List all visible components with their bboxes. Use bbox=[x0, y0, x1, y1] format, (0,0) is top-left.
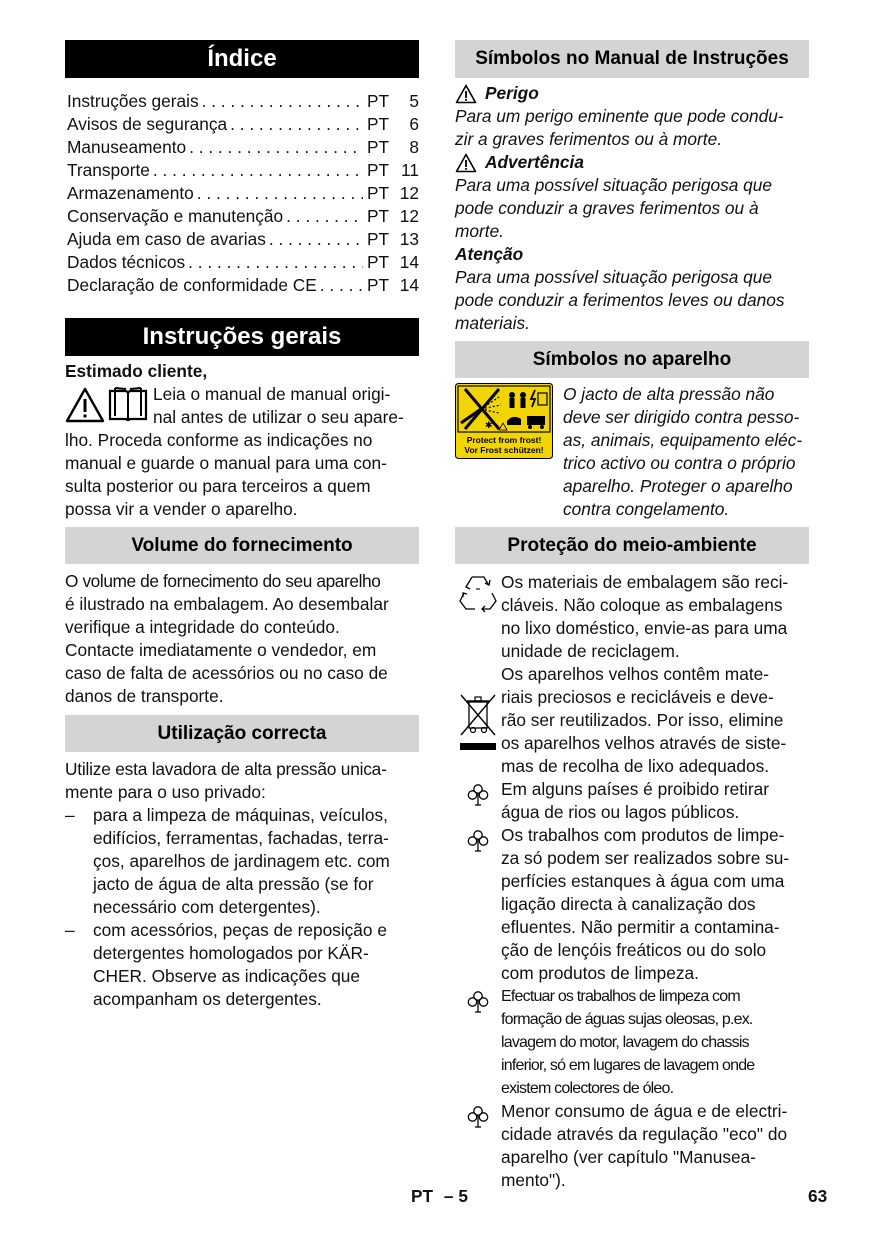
toc-entry[interactable]: Ajuda em caso de avarias . . . PT 13 bbox=[65, 228, 419, 251]
supply-volume-heading: Volume do fornecimento bbox=[65, 527, 419, 564]
device-symbol-block: ✱ Protect from frost! Vor Frost schützen! O jacto de alta pressão não deve ser dirigido contra pesso- as, animais, equipamento eléc- trico activo ou contra o próprio aparelho. Proteger o aparelho contra congelamento. bbox=[455, 383, 809, 521]
list-item: Menor consumo de água e de electri- cidade através da regulação "eco" do aparelho (ver capítulo "Manusea- mento"). bbox=[455, 1100, 809, 1192]
list-item: – com acessórios, peças de reposição e detergentes homologados por KÄR- CHER. Observe as indicações que acompanham os detergentes. bbox=[65, 920, 387, 1009]
dear-customer: Estimado cliente, bbox=[65, 361, 208, 381]
warning-block: Advertência Para uma possível situação perigosa que pode conduzir a graves ferimentos ou à morte. bbox=[455, 152, 773, 241]
environment-icon bbox=[467, 829, 489, 853]
list-item: Os materiais de embalagem são reci- cláveis. Não coloque as embalagens no lixo doméstico, envie-as para uma unidade de reciclagem. bbox=[455, 571, 809, 663]
table-of-contents bbox=[65, 90, 419, 297]
danger-block: Perigo Para um perigo eminente que pode condu- zir a graves ferimentos ou à morte. bbox=[455, 83, 784, 149]
environment-protection-heading: Proteção do meio-ambiente bbox=[455, 527, 809, 564]
list-item: Efectuar os trabalhos de limpeza com formação de águas sujas oleosas, p.ex. lavagem do motor, lavagem do chassis inferior, só em lugares de lavagem onde existem colectores de óleo. bbox=[455, 985, 809, 1100]
right-column bbox=[455, 40, 809, 1192]
environment-icon bbox=[467, 1105, 489, 1129]
page-number: 63 bbox=[808, 1186, 828, 1206]
footer-section-page: PT – 5 bbox=[411, 1186, 468, 1206]
svg-text:Protect from frost!: Protect from frost! bbox=[466, 435, 542, 445]
toc-entry[interactable]: Declaração de conformidade CE . . . PT 14 bbox=[65, 274, 419, 297]
book-icon bbox=[107, 387, 149, 423]
environment-icon bbox=[467, 990, 489, 1014]
danger-label: Perigo bbox=[485, 83, 539, 103]
svg-text:Vor Frost schützen!: Vor Frost schützen! bbox=[464, 445, 544, 455]
high-pressure-warning-icon bbox=[455, 383, 553, 459]
general-instructions-heading: Instruções gerais bbox=[65, 318, 419, 356]
manual-symbols-heading: Símbolos no Manual de Instruções bbox=[455, 40, 809, 78]
toc-entry[interactable]: Transporte . . . PT 11 bbox=[65, 159, 419, 182]
index-heading: Índice bbox=[65, 40, 419, 78]
device-symbols-heading: Símbolos no aparelho bbox=[455, 341, 809, 378]
environment-list bbox=[455, 571, 809, 1192]
device-warning-label bbox=[455, 383, 563, 521]
left-column bbox=[65, 40, 419, 1011]
correct-use-text: Utilize esta lavadora de alta pressão unica- mente para o uso privado: – para a limpeza de máquinas, veículos, edifícios, ferramentas, fachadas, terra- ços, aparelhos de jardinagem etc. com jacto de água de alta pressão (se for necessário com detergentes). – com acessórios, peças de reposição e detergentes homologados por KÄR- CHER. Observe as indicações que acompanham os detergentes. bbox=[65, 758, 419, 1011]
warning-label: Advertência bbox=[485, 152, 584, 172]
bin-underline-bar bbox=[460, 743, 496, 750]
list-item: Em alguns países é proibido retirar água de rios ou lagos públicos. bbox=[455, 778, 809, 824]
list-item: Os trabalhos com produtos de limpe- za só podem ser realizados sobre su- perfícies estanques à água com uma ligação directa à canalização dos efluentes. Não permitir a contamina- ção de lençóis freáticos ou do solo com produtos de limpeza. bbox=[455, 824, 809, 985]
toc-entry[interactable]: Armazenamento . . . PT 12 bbox=[65, 182, 419, 205]
warning-triangle-icon bbox=[455, 153, 477, 173]
crossed-bin-icon bbox=[459, 693, 497, 737]
read-manual-icons bbox=[65, 383, 153, 429]
toc-entry[interactable]: Manuseamento . . . PT 8 bbox=[65, 136, 419, 159]
supply-volume-text: O volume de fornecimento do seu aparelho é ilustrado na embalagem. Ao desembalar verifique a integridade do conteúdo. Contacte imediatamente o vendedor, em caso de falta de acessórios ou no caso de danos de transporte. bbox=[65, 571, 389, 706]
toc-entry[interactable]: Conservação e manutenção . . . PT 12 bbox=[65, 205, 419, 228]
svg-text:✱: ✱ bbox=[485, 421, 493, 431]
correct-use-heading: Utilização correcta bbox=[65, 715, 419, 752]
general-instructions-block: Leia o manual de manual origi- nal antes de utilizar o seu apare- lho. Proceda conforme as indicações no manual e guarde o manual para uma con- sulta posterior ou para terceiros a quem possa vir a vender o aparelho. bbox=[65, 384, 404, 519]
warning-triangle-icon bbox=[65, 387, 105, 423]
caution-label: Atenção bbox=[455, 244, 524, 264]
toc-entry[interactable]: Avisos de segurança . . . PT 6 bbox=[65, 113, 419, 136]
list-item: Os aparelhos velhos contêm mate- riais preciosos e recicláveis e deve- rão ser reutilizados. Por isso, elimine os aparelhos velhos através de siste- mas de recolha de lixo adequados. bbox=[455, 663, 809, 778]
toc-entry[interactable]: Dados técnicos . . . PT 14 bbox=[65, 251, 419, 274]
caution-block: Atenção Para uma possível situação perigosa que pode conduzir a ferimentos leves ou danos materiais. bbox=[455, 243, 809, 335]
recycle-icon bbox=[459, 573, 497, 613]
environment-icon bbox=[467, 783, 489, 807]
warning-triangle-icon bbox=[455, 84, 477, 104]
toc-entry[interactable]: Instruções gerais . . . PT 5 bbox=[65, 90, 419, 113]
list-item: – para a limpeza de máquinas, veículos, edifícios, ferramentas, fachadas, terra- ços, aparelhos de jardinagem etc. com jacto de água de alta pressão (se for necessário com detergentes). bbox=[65, 805, 390, 917]
